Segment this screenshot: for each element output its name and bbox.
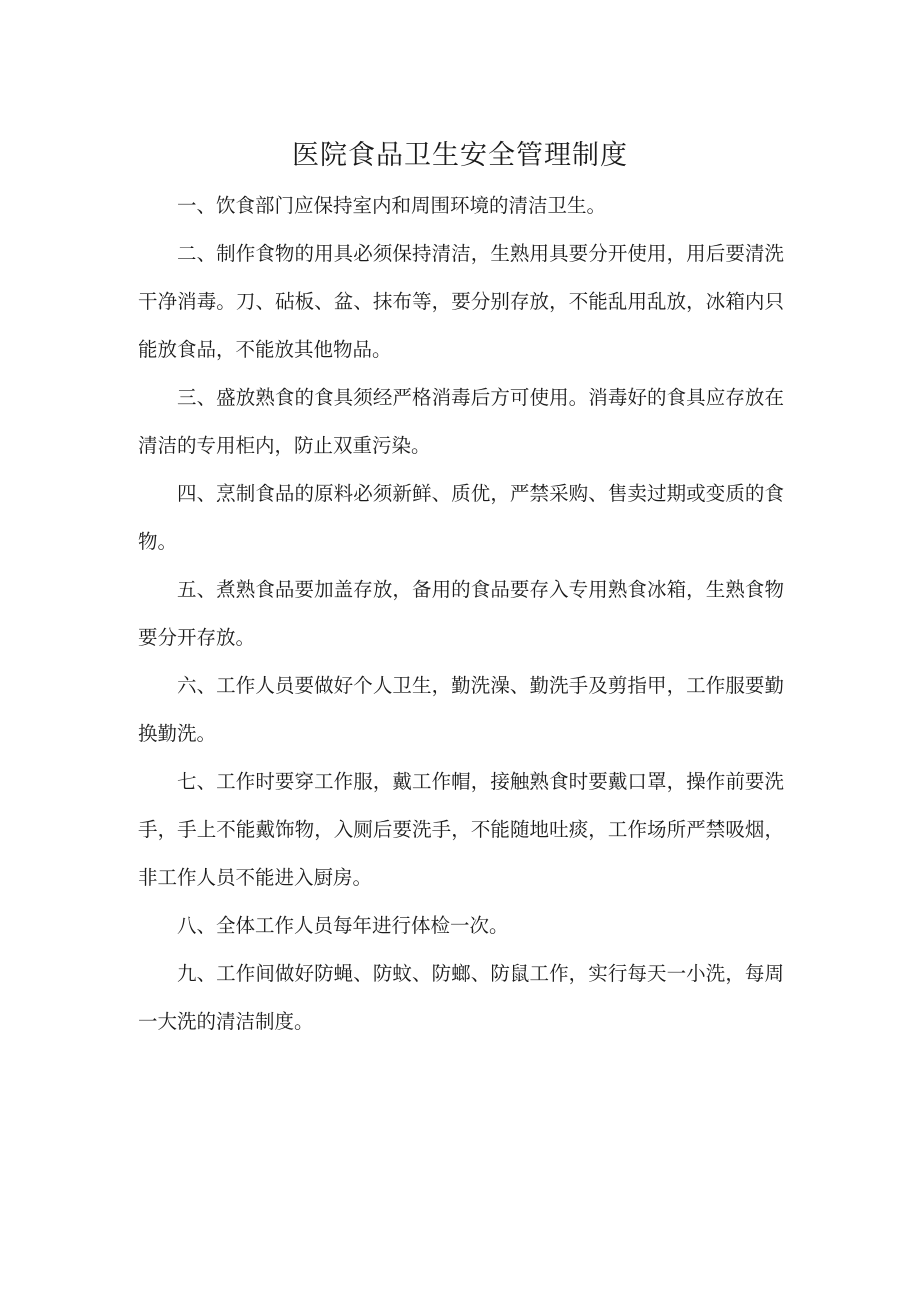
paragraph-9: 九、工作间做好防蝇、防蚊、防螂、防鼠工作，实行每天一小洗，每周一大洗的清洁制度。: [138, 962, 784, 1033]
paragraph-5: 五、煮熟食品要加盖存放，备用的食品要存入专用熟食冰箱，生熟食物要分开存放。: [138, 578, 784, 649]
paragraph-7: 七、工作时要穿工作服，戴工作帽，接触熟食时要戴口罩，操作前要洗手，手上不能戴饰物，入厕后要洗手，不能随地吐痰，工作场所严禁吸烟，非工作人员不能进入厨房。: [138, 770, 784, 889]
document-body: [138, 182, 784, 1046]
paragraph-2: 二、制作食物的用具必须保持清洁，生熟用具要分开使用，用后要清洗干净消毒。刀、砧板、盆、抹布等，要分别存放，不能乱用乱放，冰箱内只能放食品，不能放其他物品。: [138, 242, 784, 361]
paragraph-1: 一、饮食部门应保持室内和周围环境的清洁卫生。: [177, 194, 607, 217]
paragraph-8: 八、全体工作人员每年进行体检一次。: [177, 914, 509, 937]
paragraph-6: 六、工作人员要做好个人卫生，勤洗澡、勤洗手及剪指甲，工作服要勤换勤洗。: [138, 674, 784, 745]
paragraph-4: 四、烹制食品的原料必须新鲜、质优，严禁采购、售卖过期或变质的食物。: [138, 482, 784, 553]
paragraph-3: 三、盛放熟食的食具须经严格消毒后方可使用。消毒好的食具应存放在清洁的专用柜内，防止双重污染。: [138, 386, 784, 457]
document-title: 医院食品卫生安全管理制度: [292, 140, 628, 171]
